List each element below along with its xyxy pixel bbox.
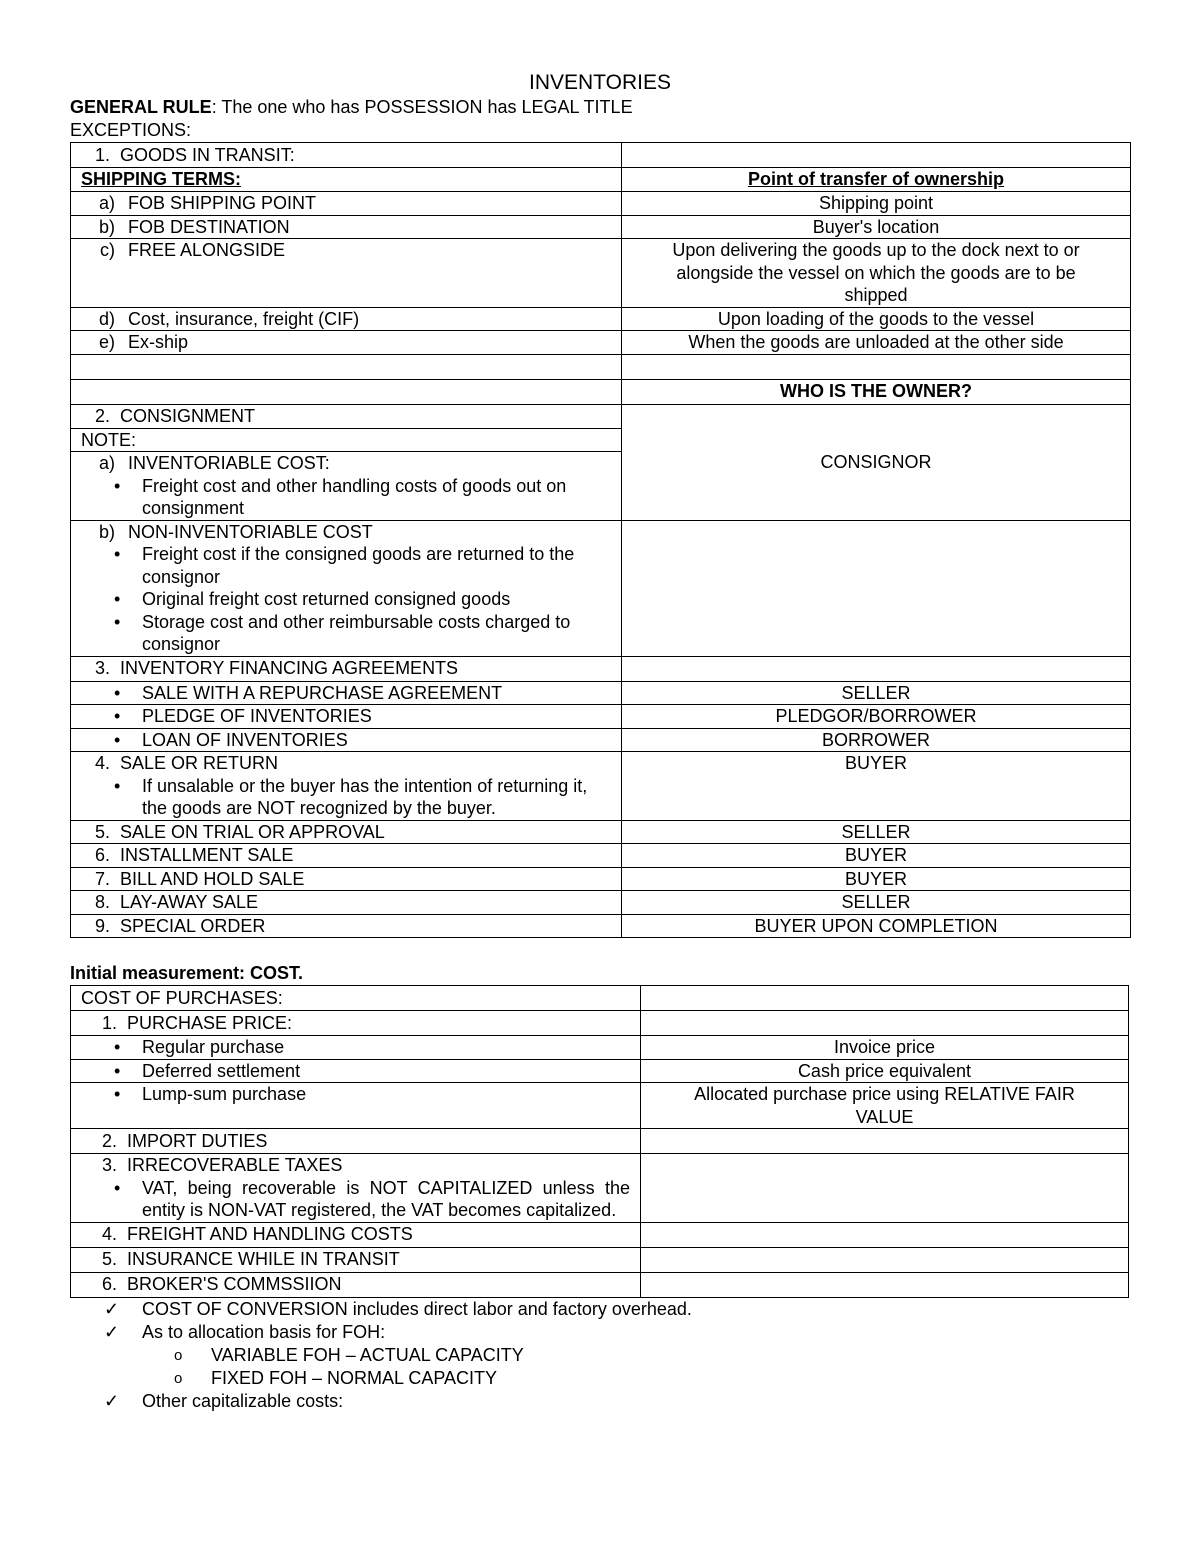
table-row: • SALE WITH A REPURCHASE AGREEMENT SELLER xyxy=(71,681,1131,705)
table-row: 9. SPECIAL ORDER BUYER UPON COMPLETION xyxy=(71,914,1131,938)
document-page xyxy=(70,70,1130,1413)
shipping-terms-header: SHIPPING TERMS: xyxy=(71,168,622,192)
table-row: • PLEDGE OF INVENTORIES PLEDGOR/BORROWER xyxy=(71,705,1131,729)
ownership-table xyxy=(70,142,1131,938)
table-row: b) FOB DESTINATION Buyer's location xyxy=(71,215,1131,239)
checklist-item: ✓ Other capitalizable costs: xyxy=(104,1390,344,1411)
table-row: • Lump-sum purchase Allocated purchase price using RELATIVE FAIR VALUE xyxy=(71,1083,1129,1129)
goods-in-transit-cell: 1. GOODS IN TRANSIT: xyxy=(71,143,622,168)
initial-measurement-heading: Initial measurement: COST. xyxy=(70,963,304,983)
sub-list-item: o VARIABLE FOH – ACTUAL CAPACITY xyxy=(174,1344,524,1365)
table-row: 2. CONSIGNMENT CONSIGNOR xyxy=(71,404,1131,428)
table-row: 4. SALE OR RETURN • If unsalable or the buyer has the intention of returning it, the goods are NOT recognized by the buyer. BUYER xyxy=(71,752,1131,821)
checkmark-icon: ✓ xyxy=(104,1321,120,1342)
cost-of-purchases-cell: COST OF PURCHASES: xyxy=(71,986,641,1011)
circle-bullet-icon: o xyxy=(174,1369,183,1387)
table-row: 3. INVENTORY FINANCING AGREEMENTS xyxy=(71,656,1131,681)
table-row: 4. FREIGHT AND HANDLING COSTS xyxy=(71,1222,1129,1247)
table-row: 5. SALE ON TRIAL OR APPROVAL SELLER xyxy=(71,820,1131,844)
cost-table xyxy=(70,985,1129,1298)
general-rule-text: : The one who has POSSESSION has LEGAL TITLE xyxy=(211,97,633,117)
table-row: 1. PURCHASE PRICE: xyxy=(71,1011,1129,1036)
table-row: e) Ex-ship When the goods are unloaded at the other side xyxy=(71,331,1131,355)
page-title: INVENTORIES xyxy=(529,71,671,94)
owner-header: WHO IS THE OWNER? xyxy=(622,379,1131,404)
table-row: • LOAN OF INVENTORIES BORROWER xyxy=(71,728,1131,752)
table-row: 5. INSURANCE WHILE IN TRANSIT xyxy=(71,1247,1129,1272)
table-row: 8. LAY-AWAY SALE SELLER xyxy=(71,891,1131,915)
note-label: NOTE: xyxy=(71,428,622,452)
table-header-row xyxy=(71,379,1131,404)
checklist-item: ✓ COST OF CONVERSION includes direct labor and factory overhead. xyxy=(104,1298,692,1319)
table-row: a) INVENTORIABLE COST: • Freight cost and other handling costs of goods out on consignment xyxy=(71,452,1131,521)
point-of-transfer-header: Point of transfer of ownership xyxy=(622,168,1131,192)
table-row: 6. INSTALLMENT SALE BUYER xyxy=(71,844,1131,868)
table-row: 7. BILL AND HOLD SALE BUYER xyxy=(71,867,1131,891)
table-row: c) FREE ALONGSIDE Upon delivering the goods up to the dock next to or alongside the vessel on which the goods are to be shipped xyxy=(71,239,1131,308)
table-row: 2. IMPORT DUTIES xyxy=(71,1129,1129,1154)
table-row: • Regular purchase Invoice price xyxy=(71,1036,1129,1060)
checklist-item: ✓ As to allocation basis for FOH: xyxy=(104,1321,386,1342)
checkmark-icon: ✓ xyxy=(104,1390,120,1411)
consignor-cell: CONSIGNOR xyxy=(622,404,1131,520)
general-rule xyxy=(70,96,1130,119)
checkmark-icon: ✓ xyxy=(104,1298,120,1319)
table-row: 3. IRRECOVERABLE TAXES • VAT, being recoverable is NOT CAPITALIZED unless the entity is NON-VAT registered, the VAT becomes capitalized. xyxy=(71,1154,1129,1223)
table-row: b) NON-INVENTORIABLE COST • Freight cost if the consigned goods are returned to the consignor • Original freight cost returned consigned goods • Storage cost and other reimbursable costs charged to consignor xyxy=(71,520,1131,656)
table-header-row xyxy=(71,168,1131,192)
sub-list-item: o FIXED FOH – NORMAL CAPACITY xyxy=(174,1367,498,1388)
table-row xyxy=(71,143,1131,168)
exceptions-label: EXCEPTIONS: xyxy=(70,120,192,140)
table-row xyxy=(71,354,1131,379)
table-row: 6. BROKER'S COMMSSIION xyxy=(71,1272,1129,1297)
general-rule-label: GENERAL RULE xyxy=(70,97,212,117)
table-row: d) Cost, insurance, freight (CIF) Upon loading of the goods to the vessel xyxy=(71,307,1131,331)
table-row: a) FOB SHIPPING POINT Shipping point xyxy=(71,192,1131,216)
table-row: • Deferred settlement Cash price equivalent xyxy=(71,1059,1129,1083)
circle-bullet-icon: o xyxy=(174,1346,183,1364)
table-row xyxy=(71,986,1129,1011)
